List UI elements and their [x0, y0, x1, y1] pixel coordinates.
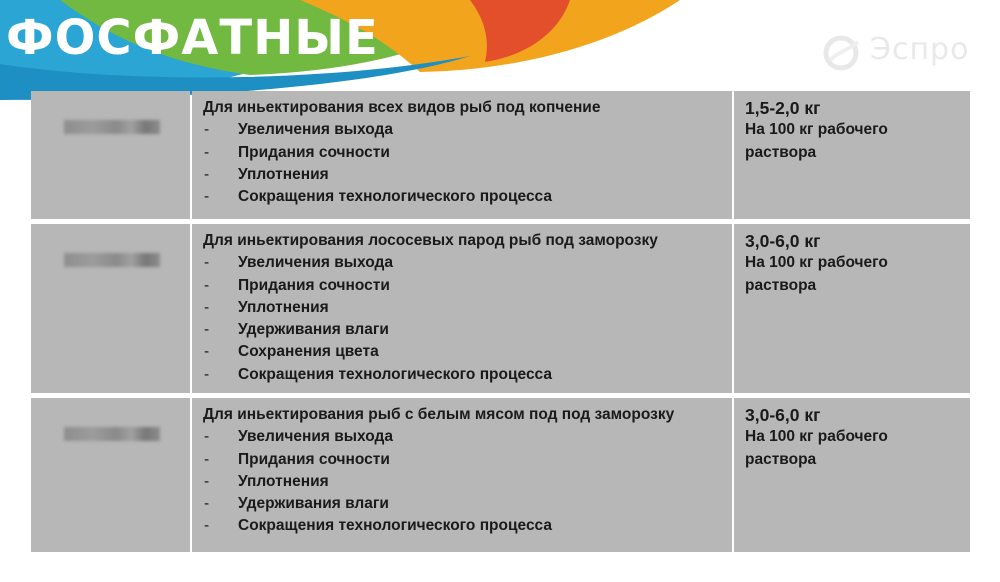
list-item: - Сокращения технологического процесса: [203, 515, 722, 537]
list-item: - Увеличения выхода: [203, 426, 722, 448]
dosage-basis: На 100 кг рабочего: [745, 121, 888, 139]
dosage-amount: 1,5-2,0 кг: [745, 98, 821, 118]
purpose-text: Для иньектирования лососевых парод рыб под заморозку: [203, 232, 658, 249]
dosage-amount: 3,0-6,0 кг: [745, 231, 821, 251]
list-item: - Придания сочности: [203, 275, 722, 297]
table-row: [31, 91, 970, 219]
table-row: [31, 224, 970, 393]
table-row: [31, 398, 970, 552]
purpose-text: Для иньектирования всех видов рыб под копчение: [203, 99, 601, 116]
logo-mark-icon: [818, 30, 864, 76]
list-item: - Уплотнения: [203, 164, 722, 186]
list-item: - Уплотнения: [203, 471, 722, 493]
dosage-basis-cont: раствора: [745, 276, 817, 294]
redacted-product-name: [64, 120, 160, 134]
redacted-product-name: [64, 427, 160, 441]
purpose-text: Для иньектирования рыб с белым мясом под под заморозку: [203, 406, 675, 423]
dosage-basis: На 100 кг рабочего: [745, 254, 888, 272]
list-item: - Увеличения выхода: [203, 252, 722, 274]
company-logo: [818, 30, 998, 76]
list-item: - Придания сочности: [203, 142, 722, 164]
effects-list: [203, 252, 722, 386]
product-name-cell: [31, 91, 190, 219]
effects-list: [203, 426, 722, 537]
dosage-cell: [734, 91, 970, 219]
dosage-cell: [734, 398, 970, 552]
phosphate-table: [31, 91, 970, 557]
list-item: - Удерживания влаги: [203, 493, 722, 515]
list-item: - Увеличения выхода: [203, 119, 722, 141]
list-item: - Сохранения цвета: [203, 341, 722, 363]
product-name-cell: [31, 224, 190, 393]
product-name-cell: [31, 398, 190, 552]
dosage-basis-cont: раствора: [745, 450, 817, 468]
dosage-basis-cont: раствора: [745, 143, 817, 161]
effects-list: [203, 119, 722, 208]
list-item: - Уплотнения: [203, 297, 722, 319]
application-cell: [192, 224, 732, 393]
list-item: - Удерживания влаги: [203, 319, 722, 341]
dosage-amount: 3,0-6,0 кг: [745, 405, 821, 425]
application-cell: [192, 398, 732, 552]
dosage-cell: [734, 224, 970, 393]
page-title: ФОСФАТНЫЕ: [6, 10, 379, 66]
list-item: - Сокращения технологического процесса: [203, 186, 722, 208]
list-item: - Сокращения технологического процесса: [203, 364, 722, 386]
logo-wordmark: Эспро: [870, 32, 970, 67]
dosage-basis: На 100 кг рабочего: [745, 428, 888, 446]
list-item: - Придания сочности: [203, 449, 722, 471]
redacted-product-name: [64, 253, 160, 267]
application-cell: [192, 91, 732, 219]
